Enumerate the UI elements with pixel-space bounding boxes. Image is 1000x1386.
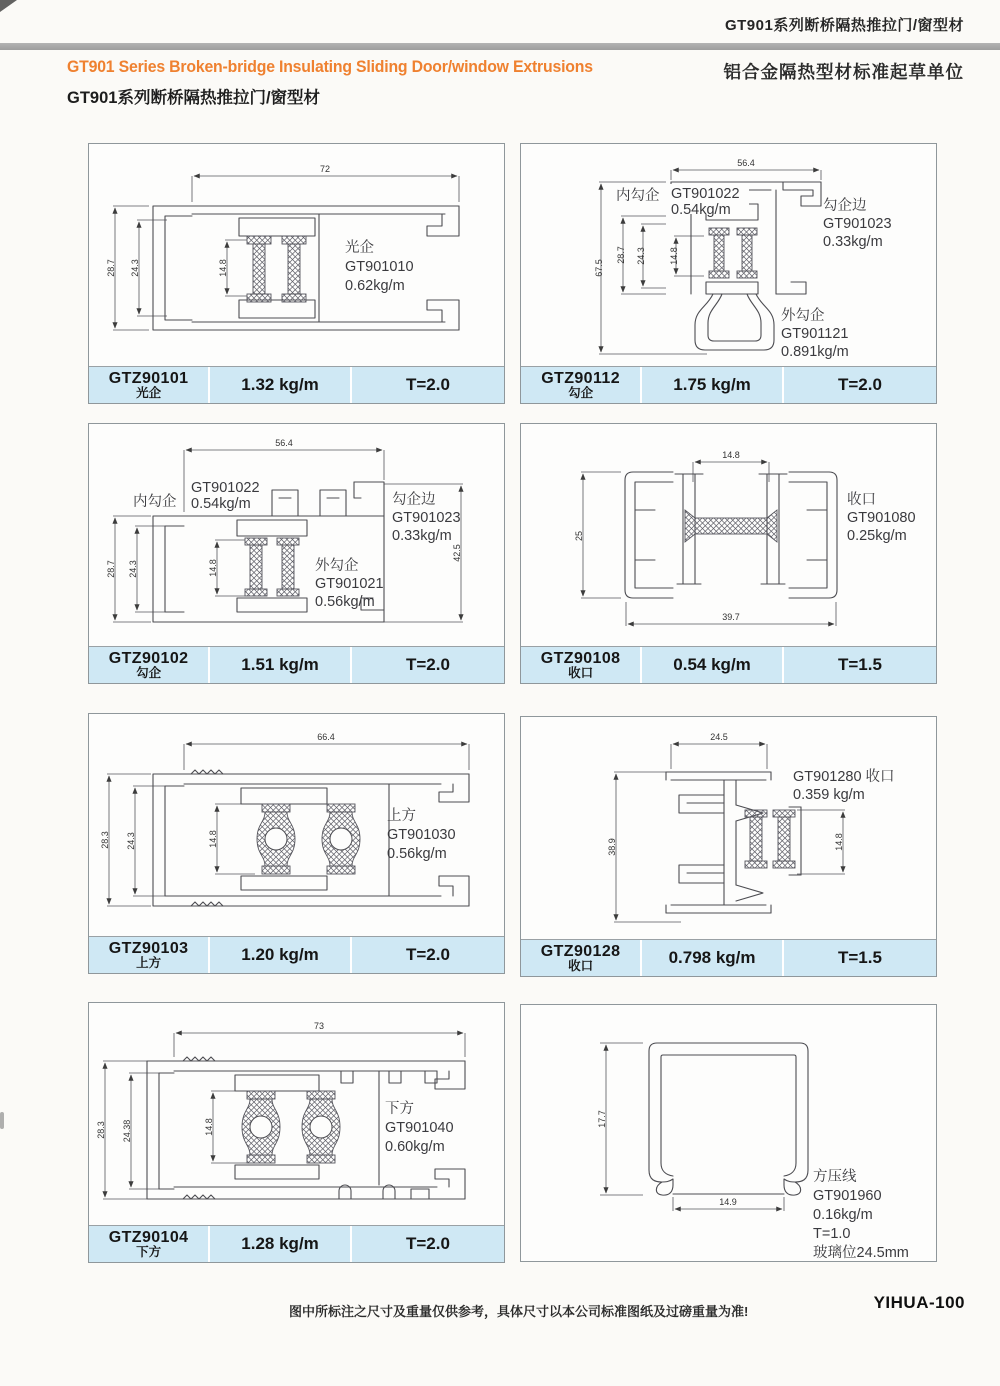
dim-label: 73 [313,1021,325,1031]
part-label: 勾企边 [823,198,867,214]
part-label: GT901010 [345,259,414,275]
dimension-lines [581,462,836,626]
spec-bar [89,1225,504,1262]
model-name: 光企 [136,385,162,400]
dim-label: 24.3 [130,259,140,277]
page-header-series-title: GT901系列断桥隔热推拉门/窗型材 [724,17,964,34]
weight-value: 1.28 kg/m [210,1226,352,1262]
model-code: GTZ90112 [541,369,620,387]
part-label: 外勾企 [315,558,359,574]
weight-value: 1.75 kg/m [642,367,784,403]
dim-label: 56.4 [275,438,293,448]
profile-panel-gtz90112 [520,143,937,404]
part-label: 0.33kg/m [823,234,883,250]
part-label: GT901022 [191,480,260,496]
dim-label: 67.5 [594,259,604,277]
part-labels [793,768,895,803]
model-code: GTZ90101 [108,369,189,387]
scan-corner-artifact [0,0,17,12]
weight-value: 1.20 kg/m [210,937,352,973]
strut-hole [265,828,287,850]
part-label: 0.60kg/m [385,1139,445,1155]
header-divider-band [0,43,1000,50]
profile-panel-gtz90103 [88,713,505,974]
part-label: 光企 [345,240,374,256]
part-label: 0.62kg/m [345,278,405,294]
model-name: 收口 [568,958,594,973]
part-labels [345,239,414,294]
profile-panel-gtz90101 [88,143,505,404]
profile-drawing-gtz90112 [521,144,934,366]
profile-drawing-gtz90104 [89,1003,502,1225]
part-label: 0.359 kg/m [793,787,865,803]
dimension-labels [574,450,740,622]
dim-label: 28.7 [106,259,116,277]
thermal-break-struts [245,538,299,596]
spec-bar [89,646,504,683]
weight-value: 1.51 kg/m [210,647,352,683]
part-labels [847,491,916,544]
part-label: 0.16kg/m [813,1207,873,1223]
profile-outline [625,472,837,598]
thickness-value: T=2.0 [837,375,882,394]
part-label: 0.54kg/m [671,202,731,218]
dim-label: 24.38 [122,1119,132,1143]
dim-label: 14.8 [218,259,228,277]
part-label: 0.891kg/m [781,344,849,360]
strut-hole [250,1116,272,1138]
dim-label: 28.3 [96,1121,106,1139]
profile-outline [649,1043,808,1195]
thickness-value: T=2.0 [405,1234,450,1253]
model-code: GTZ90128 [540,942,621,960]
part-label: 玻璃位24.5mm [813,1245,909,1261]
model-name: 上方 [136,955,162,970]
series-title-english: GT901 Series Broken-bridge Insulating Sliding Door/window Extrusions [67,57,593,76]
dimension-lines [600,1043,784,1211]
dim-label: 14.8 [208,559,218,577]
part-label: T=1.0 [813,1226,851,1242]
thickness-value: T=1.5 [837,655,882,674]
spec-bar [521,646,936,683]
strut-hole [310,1116,332,1138]
thermal-break-struts [709,228,757,278]
spec-bar [521,939,936,976]
dim-label: 24.5 [710,732,728,742]
part-label: 收口 [847,492,876,508]
dim-label: 17.7 [597,1110,607,1128]
model-code: GTZ90103 [108,939,189,957]
weight-value: 0.798 kg/m [642,940,784,976]
thickness-value: T=1.5 [837,948,882,967]
thermal-break-struts [247,236,306,302]
profile-panel-gt901960 [520,1004,937,1262]
part-label: GT901280 收口 [793,769,895,785]
dim-label: 24.3 [636,247,646,265]
model-code: GTZ90108 [540,649,621,667]
dim-label: 66.4 [317,732,335,742]
part-label: 0.33kg/m [392,528,452,544]
profile-panel-gtz90108 [520,423,937,684]
part-label: 方压线 [813,1169,857,1185]
weight-value: 0.54 kg/m [642,647,784,683]
profile-drawing-gt901960 [521,1005,934,1261]
header-subtitle-right: 铝合金隔热型材标准起草单位 [723,62,964,82]
part-label: 0.25kg/m [847,528,907,544]
part-label: GT901030 [387,827,456,843]
thickness-value: T=2.0 [405,945,450,964]
part-label: GT901040 [385,1120,454,1136]
dim-label: 24.3 [128,560,138,578]
model-name: 下方 [136,1244,162,1259]
part-label: GT901022 [671,186,740,202]
profile-drawing-gtz90102 [89,424,502,646]
dim-label: 14.8 [208,830,218,848]
dim-label: 14.8 [204,1118,214,1136]
profile-drawing-gtz90108 [521,424,934,646]
weight-value: 1.32 kg/m [210,367,352,403]
model-name: 勾企 [568,385,594,400]
part-labels [387,807,456,862]
part-label: 0.56kg/m [387,846,447,862]
thermal-break-struts [745,810,795,868]
dim-label: 14.8 [669,247,679,265]
disclaimer-note: 图中所标注之尺寸及重量仅供参考，具体尺寸以本公司标准图纸及过磅重量为准! [289,1304,749,1319]
dim-label: 14.8 [722,450,740,460]
dim-label: 24.3 [126,832,136,850]
thickness-value: T=2.0 [405,375,450,394]
spec-bar [89,936,504,973]
dimension-labels [96,1021,324,1142]
dim-label: 28.3 [100,831,110,849]
part-label: 0.54kg/m [191,496,251,512]
dim-label: 28.7 [616,246,626,264]
dim-label: 38.9 [607,838,617,856]
model-code: GTZ90102 [108,649,189,667]
profile-panel-gtz90104 [88,1002,505,1263]
profile-panel-gtz90128 [520,716,937,977]
part-label: GT901023 [392,510,461,526]
part-label: 下方 [385,1101,414,1117]
part-label: GT901960 [813,1188,882,1204]
dim-label: 14.9 [719,1197,737,1207]
part-label: 内勾企 [133,494,177,510]
part-labels [813,1168,909,1261]
part-label: GT901021 [315,576,384,592]
part-label: 外勾企 [781,308,825,324]
dim-label: 56.4 [737,158,755,168]
dimension-labels [597,1110,737,1207]
spec-bar [521,366,936,403]
dim-label: 39.7 [722,612,740,622]
series-title-chinese: GT901系列断桥隔热推拉门/窗型材 [67,89,321,107]
part-label: GT901023 [823,216,892,232]
part-label: 勾企边 [392,492,436,508]
model-name: 收口 [568,665,594,680]
strut-hole [330,828,352,850]
part-label: GT901080 [847,510,916,526]
profile-drawing-gtz90103 [89,714,502,936]
dim-label: 28.7 [106,560,116,578]
spec-bar [89,366,504,403]
part-label: 内勾企 [616,188,660,204]
dim-label: 25 [574,530,584,542]
dim-label: 14.8 [834,833,844,851]
profile-drawing-gtz90101 [89,144,502,366]
model-name: 勾企 [136,665,162,680]
thermal-break-struts [685,510,777,542]
scan-edge-artifact [0,1112,4,1129]
page-code: YIHUA-100 [873,1293,965,1312]
part-label: 0.56kg/m [315,594,375,610]
thickness-value: T=2.0 [405,655,450,674]
dim-label: 42.5 [452,544,462,562]
profile-drawing-gtz90128 [521,717,934,939]
part-label: GT901121 [781,326,849,342]
part-label: 上方 [387,808,416,824]
profile-panel-gtz90102 [88,423,505,684]
model-code: GTZ90104 [108,1228,189,1246]
part-labels [385,1100,454,1155]
dim-label: 72 [319,164,331,174]
